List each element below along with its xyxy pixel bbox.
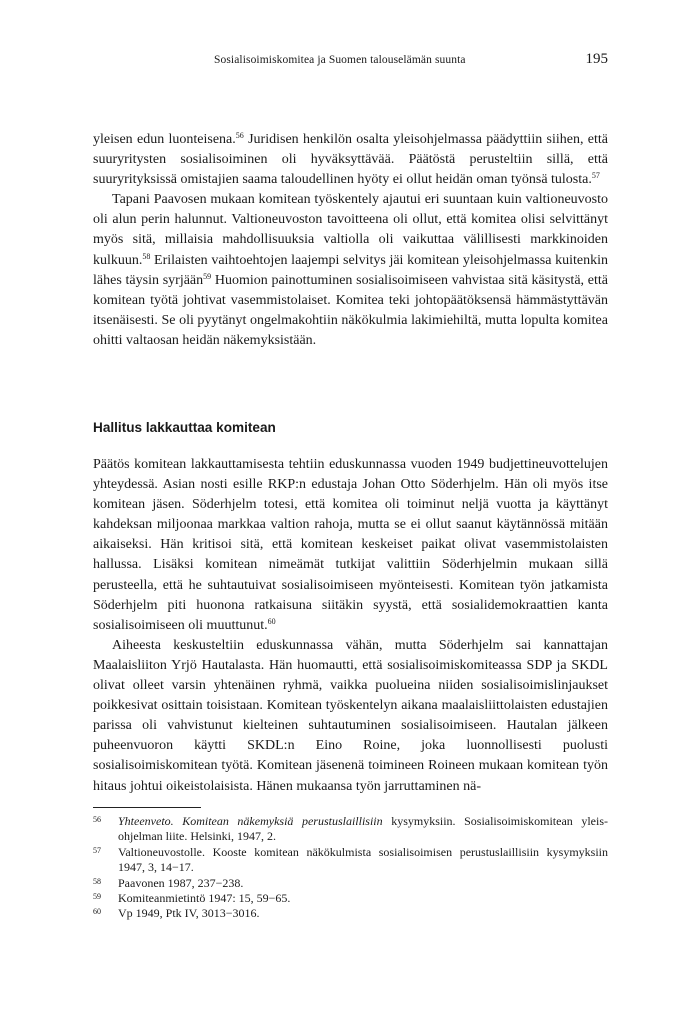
footnote: 56 Yhteenveto. Komitean näkemyksiä perustuslaillisiin kysymyksiin. Sosialisoimiskomitean yleisohjelman liite. Helsinki, 1947, 2. bbox=[93, 814, 608, 844]
paragraph: yleisen edun luonteisena.$^{56}$ Juridisen henkilön osalta yleisohjelmassa päädyttiin siihen, että suuryritysten sosialisoiminen oli hyväksyttävää. Päätöstä perusteltiin sillä, että suuryrityksissä omistajien saama taloudellinen hyöty ei ollut heidän oman työnsä tulosta.$^{57}$ bbox=[93, 131, 609, 188]
page-number: 195 bbox=[585, 51, 608, 67]
footnote: 58 Paavonen 1987, 237−238. bbox=[93, 875, 244, 890]
footnote-number: 60 bbox=[93, 907, 101, 917]
paragraph: Aiheesta keskusteltiin eduskunnassa vähän, mutta Söderhjelm sai kannattajan Maalaisliiton Yrjö Hautalasta. Hän huomautti, että sosialisoimiskomiteassa SDP ja SKDL olivat olleet varsin yhtenäinen ryhmä, vaikka puolueina niiden sosialisoimislinjaukset poikkesivat osittain toisistaan. Komitean työskentelyn aikana maalaisliittolaisten edustajien parissa oli vahvistunut kielteinen suhtautuminen sosialisoimiseen. Hautalan jälkeen puheenvuoron käytti SKDL:n Eino Roine, joka luonnollisesti puolusti sosialisoimiskomitean työtä. Komitean jäsenenä toimineen Roineen mukaan komitean työn hitaus johtui oikeistolaisista. Hänen mukaansa työn jarruttaminen nä- bbox=[93, 637, 608, 794]
footnote-ref[interactable]: 57 bbox=[591, 171, 600, 181]
footnote-number: 56 bbox=[93, 815, 101, 824]
footnote: 57 Valtioneuvostolle. Kooste komitean näkökulmista sosialisoimisen perustuslaillisiin kysymyksiin 1947, 3, 14−17. bbox=[93, 844, 608, 875]
running-title: Sosialisoimiskomitea ja Suomen talouselämän suunta bbox=[214, 54, 466, 66]
paragraph: Tapani Paavosen mukaan komitean työskentely ajautui eri suuntaan kuin valtioneuvosto oli alun perin halunnut. Valtioneuvoston tavoitteena oli ollut, että komitea olisi selvittänyt myös sitä, millaisia mahdollisuuksia valtiolla oli vaikuttaa välillisesti markkinoiden kulkuun.$^{58}$ Erilaisten vaihtoehtojen laajempi selvitys jäi komitean yleisohjelmassa kuitenkin lähes täysin syrjään$^{59}$ Huomion painottuminen sosialisoimiseen vahvistaa sitä käsitystä, että komitean työtä johtivat vasemmistolaiset. Komitea teki johtopäätöksensä hämmästyttävän itsenäisesti. Se oli pyytänyt ongelmakohtiin näkökulmia lakimiehiltä, mutta lopulta komitea ohitti valtaosan heidän näkemyksistään. bbox=[93, 192, 608, 348]
paragraph: Päätös komitean lakkauttamisesta tehtiin eduskunnassa vuoden 1949 budjettineuvottelujen yhteydessä. Asian nosti esille RKP:n edustaja Johan Otto Söderhjelm. Hän oli myös itse komitean jäsen. Söderhjelm totesi, että komitea oli toiminut neljä vuotta ja käyttänyt kahdeksan miljoonaa markkaa valtion rahoja, mutta se ei ollut saanut käytännössä mitään aikaiseksi. Hän kritisoi sitä, että komitean keskeiset paikat olivat vasemmistolaisten hallussa. Lisäksi komitean nimeämät tutkijat valittiin Söderhjelmin mukaan sillä perusteella, että he suhtautuivat sosialisoimiseen myönteisesti. Komitean työn jatkamista Söderhjelm piti huonona ratkaisuna siitäkin syystä, että sosialidemokraattien kanta sosialisoimiseen oli muuttunut.$^{60}$ bbox=[93, 457, 608, 633]
footnote-ref[interactable]: 58 bbox=[142, 251, 151, 261]
footnote-ref[interactable]: 60 bbox=[267, 616, 276, 626]
section-2-body bbox=[93, 455, 608, 797]
footnote-ref[interactable]: 59 bbox=[203, 271, 212, 281]
section-1-body bbox=[93, 130, 608, 351]
footnote-number: 59 bbox=[93, 892, 101, 902]
footnote: 60 Vp 1949, Ptk IV, 3013−3016. bbox=[93, 906, 260, 921]
footnote-ref[interactable]: 56 bbox=[235, 131, 244, 140]
footnote-number: 57 bbox=[93, 845, 101, 855]
footnotes bbox=[93, 814, 608, 922]
section-heading: Hallitus lakkauttaa komitean bbox=[93, 420, 276, 435]
footnote: 59 Komiteanmietintö 1947: 15, 59−65. bbox=[93, 891, 291, 906]
footnote-divider bbox=[93, 807, 201, 808]
footnote-number: 58 bbox=[93, 876, 101, 886]
